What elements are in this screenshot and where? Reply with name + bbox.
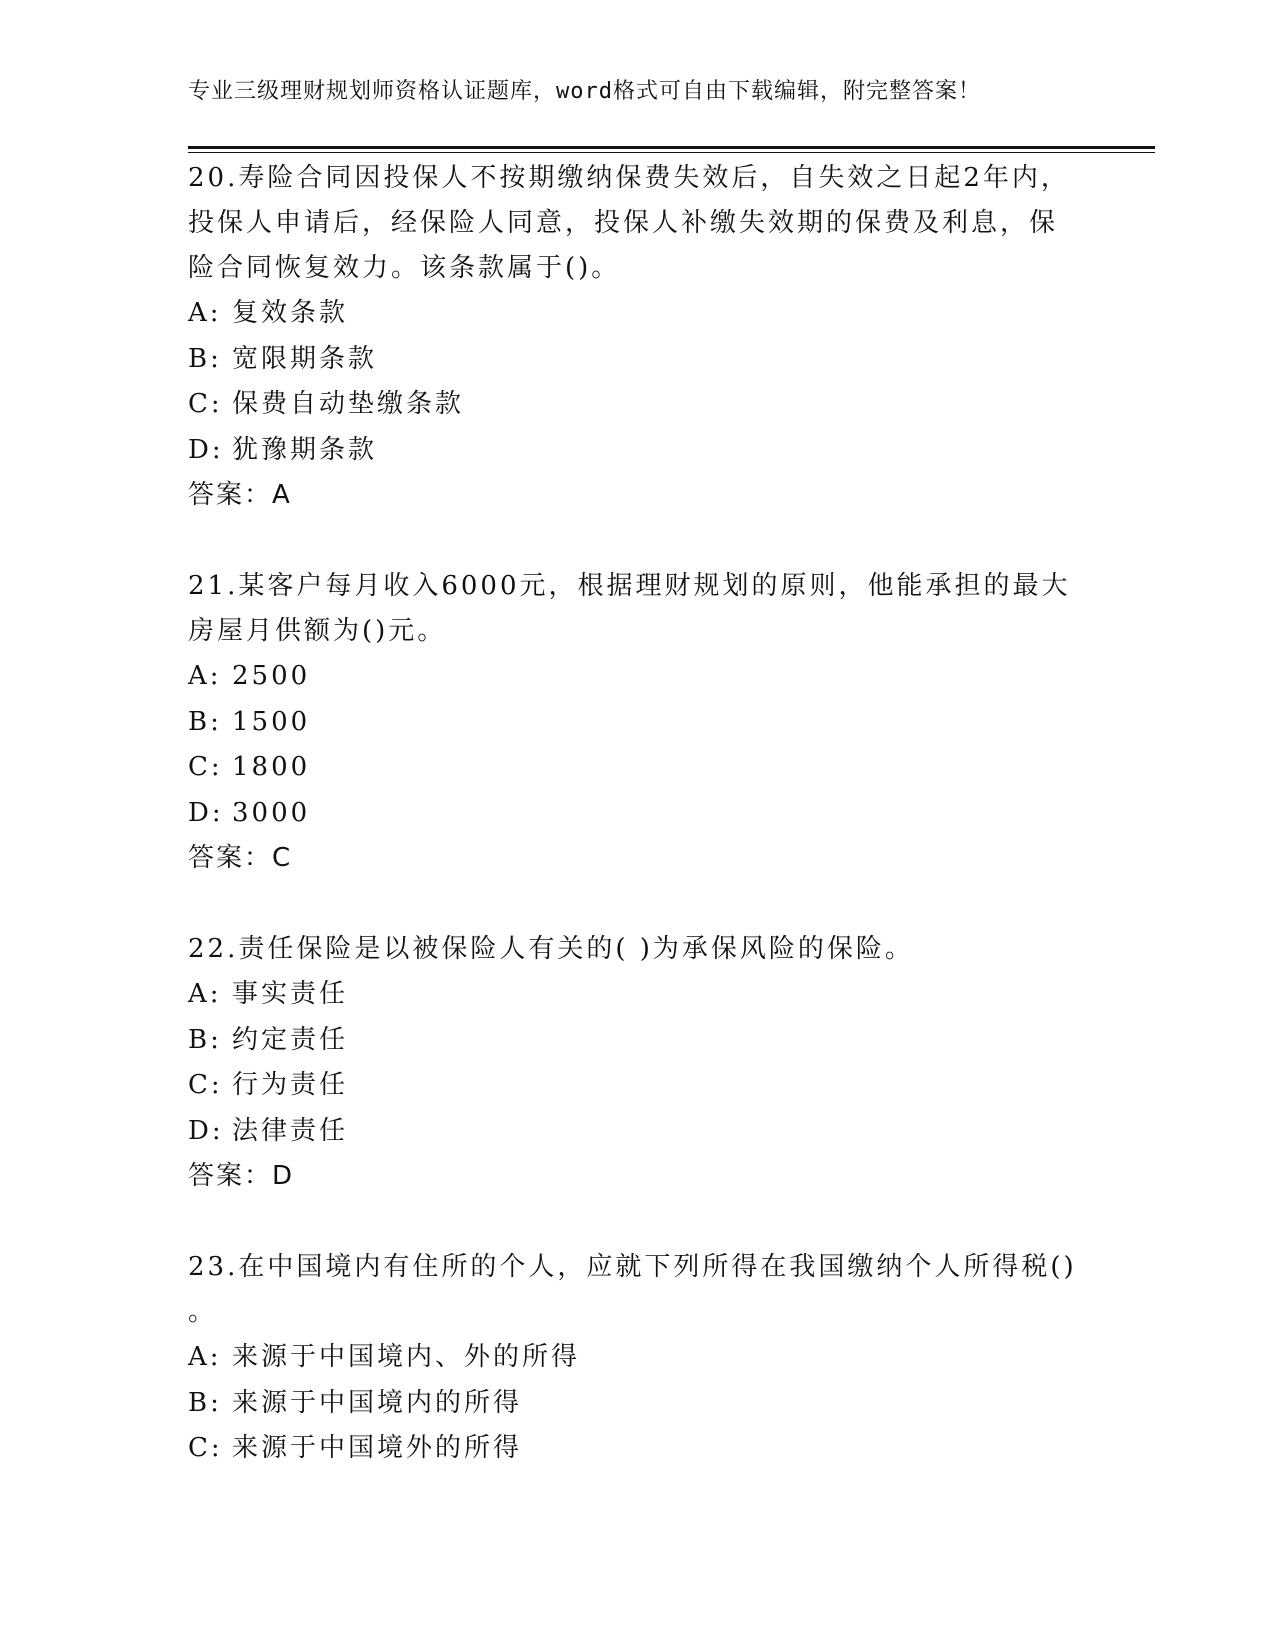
question-line: 23.在中国境内有住所的个人，应就下列所得在我国缴纳个人所得税() (188, 1252, 1077, 1282)
option-c (188, 382, 1088, 428)
question-line: 房屋月供额为()元。 (188, 616, 447, 646)
option-d (188, 1109, 1088, 1155)
option-a (188, 654, 1088, 700)
option-b (188, 337, 1088, 383)
option-key: C: (188, 1070, 223, 1100)
question-line: 22.责任保险是以被保险人有关的( )为承保风险的保险。 (188, 934, 914, 964)
question-21 (188, 564, 1088, 881)
answer-label: 答案：C (188, 843, 293, 873)
option-key: A: (188, 1342, 222, 1372)
header-rule-thick (188, 146, 1155, 149)
option-b (188, 1381, 1088, 1427)
option-key: B: (188, 343, 222, 374)
option-text: 犹豫期条款 (232, 434, 378, 465)
option-key: D: (188, 797, 224, 828)
option-key: D: (188, 1115, 224, 1146)
option-key: B: (188, 1387, 222, 1418)
option-key: B: (188, 706, 222, 737)
option-key: C: (188, 752, 223, 782)
question-23 (188, 1245, 1088, 1472)
option-text: 法律责任 (232, 1115, 349, 1146)
option-text: 1500 (232, 706, 311, 737)
question-line: 险合同恢复效力。该条款属于()。 (188, 253, 621, 283)
option-text: 来源于中国境内、外的所得 (232, 1342, 581, 1372)
option-c (188, 1063, 1088, 1109)
option-c (188, 1426, 1088, 1472)
question-line: 20.寿险合同因投保人不按期缴纳保费失效后，自失效之日起2年内， (188, 163, 1070, 193)
option-text: 3000 (232, 797, 311, 828)
question-list (188, 156, 1088, 1472)
option-text: 保费自动垫缴条款 (232, 389, 465, 419)
option-d (188, 791, 1088, 837)
option-text: 复效条款 (232, 298, 349, 328)
spacer (188, 881, 1088, 927)
option-key: C: (188, 389, 223, 419)
option-text: 来源于中国境内的所得 (232, 1387, 523, 1418)
option-b (188, 1018, 1088, 1064)
option-text: 宽限期条款 (232, 343, 378, 374)
question-line: 。 (188, 1297, 218, 1327)
option-a (188, 972, 1088, 1018)
question-line: 21.某客户每月收入6000元，根据理财规划的原则，他能承担的最大 (188, 571, 1071, 601)
option-text: 来源于中国境外的所得 (232, 1433, 523, 1463)
option-text: 2500 (232, 661, 311, 691)
spacer (188, 518, 1088, 564)
option-key: C: (188, 1433, 223, 1463)
answer-label: 答案：D (188, 1161, 295, 1191)
option-c (188, 745, 1088, 791)
option-key: D: (188, 434, 224, 465)
option-text: 事实责任 (232, 979, 349, 1009)
option-text: 1800 (232, 752, 311, 782)
option-a (188, 1335, 1088, 1381)
option-key: B: (188, 1024, 222, 1055)
option-key: A: (188, 979, 222, 1009)
spacer (188, 1199, 1088, 1245)
option-a (188, 291, 1088, 337)
question-20 (188, 156, 1088, 518)
header-rule-thin (188, 152, 1155, 153)
question-22 (188, 927, 1088, 1199)
option-text: 约定责任 (232, 1024, 349, 1055)
option-d (188, 428, 1088, 474)
option-b (188, 700, 1088, 746)
page-header: 专业三级理财规划师资格认证题库，word格式可自由下载编辑，附完整答案！ (188, 79, 981, 104)
option-text: 行为责任 (232, 1070, 349, 1100)
answer-label: 答案：A (188, 480, 292, 510)
option-key: A: (188, 298, 222, 328)
question-line: 投保人申请后，经保险人同意，投保人补缴失效期的保费及利息，保 (188, 208, 1059, 238)
option-key: A: (188, 661, 222, 691)
